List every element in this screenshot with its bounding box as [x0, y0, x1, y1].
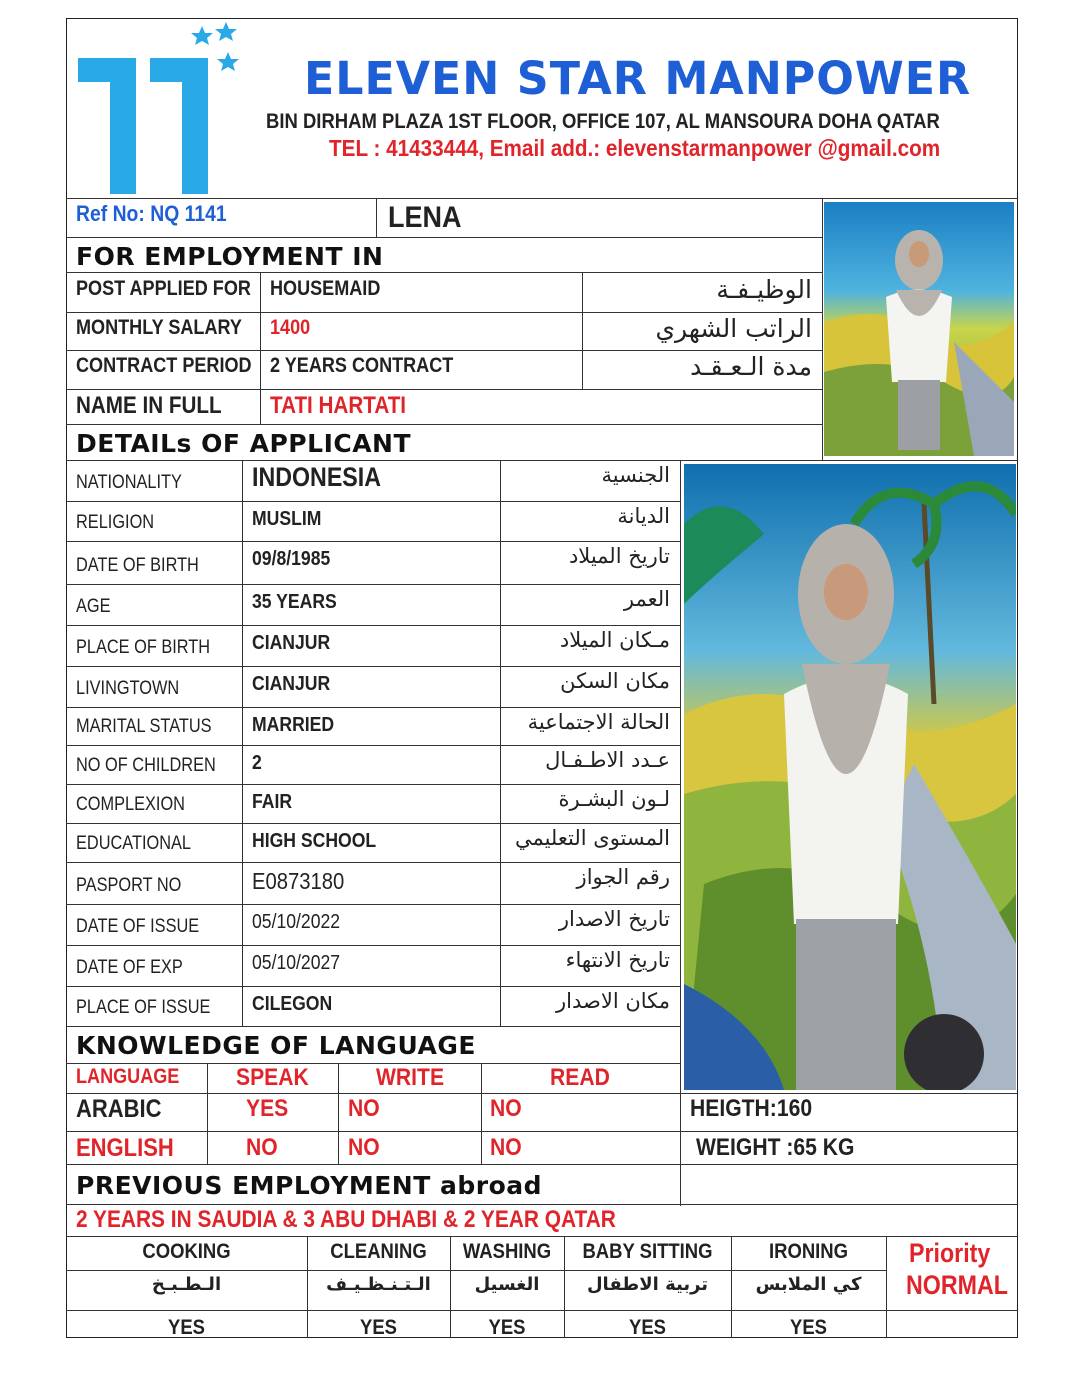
detail-value: 35 YEARS	[252, 591, 337, 613]
full-name-label: NAME IN FULL	[76, 392, 222, 419]
company-name: ELEVEN STAR MANPOWER	[304, 52, 972, 105]
skill-name: CLEANING	[330, 1240, 427, 1263]
applicant-photo-small	[824, 202, 1014, 456]
detail-value: 05/10/2022	[252, 911, 341, 933]
employment-label: POST APPLIED FOR	[76, 277, 251, 300]
language-name-english: ENGLISH	[76, 1134, 174, 1162]
skill-arabic: الـطـبـخ	[151, 1274, 222, 1295]
arabic-read: NO	[490, 1095, 522, 1122]
employment-label: CONTRACT PERIOD	[76, 354, 252, 377]
skill-value: YES	[168, 1316, 205, 1339]
speak-col-header: SPEAK	[236, 1064, 309, 1091]
employment-value: 1400	[270, 316, 311, 339]
skill-value: YES	[488, 1316, 526, 1339]
previous-employment-text: 2 YEARS IN SAUDIA & 3 ABU DHABI & 2 YEAR QATAR	[76, 1206, 616, 1233]
skill-value: YES	[790, 1316, 827, 1339]
skill-name: WASHING	[462, 1240, 552, 1263]
skill-name: BABY SITTING	[582, 1240, 713, 1263]
skill-name: IRONING	[768, 1240, 849, 1263]
skill-arabic: الـتـنـظـيـف	[326, 1274, 431, 1295]
detail-arabic: الجنسية	[601, 463, 670, 487]
detail-arabic: لـون البشـرة	[558, 787, 670, 811]
arabic-write: NO	[348, 1095, 380, 1122]
details-heading: DETAILs OF APPLICANT	[76, 429, 412, 458]
detail-label: DATE OF EXP	[76, 957, 183, 978]
detail-value: MUSLIM	[252, 508, 322, 530]
detail-value: CIANJUR	[252, 632, 331, 654]
detail-value: 09/8/1985	[252, 548, 331, 570]
detail-arabic: تاريخ الانتهاء	[565, 948, 670, 972]
detail-value: FAIR	[252, 791, 293, 813]
detail-label: RELIGION	[76, 512, 155, 533]
detail-value: HIGH SCHOOL	[252, 830, 377, 852]
employment-value: HOUSEMAID	[270, 277, 381, 300]
previous-employment-heading: PREVIOUS EMPLOYMENT abroad	[76, 1171, 543, 1200]
company-logo	[74, 20, 244, 196]
detail-arabic: العمر	[623, 587, 670, 611]
detail-arabic: المستوى التعليمي	[514, 826, 670, 850]
detail-value: INDONESIA	[252, 462, 382, 492]
detail-label: COMPLEXION	[76, 794, 185, 815]
eleven-star-logo-icon	[74, 20, 244, 196]
detail-label: PASPORT NO	[76, 875, 182, 896]
language-heading: KNOWLEDGE OF LANGUAGE	[76, 1031, 476, 1060]
employment-heading: FOR EMPLOYMENT IN	[76, 242, 384, 271]
detail-value: 2	[252, 752, 262, 774]
detail-label: AGE	[76, 596, 111, 617]
ref-number: Ref No: NQ 1141	[76, 201, 227, 226]
detail-label: PLACE OF BIRTH	[76, 637, 211, 658]
detail-label: NATIONALITY	[76, 472, 182, 493]
priority-value: NORMAL	[906, 1270, 1008, 1300]
detail-arabic: تاريخ الميلاد	[568, 544, 670, 568]
language-name-arabic: ARABIC	[76, 1095, 162, 1123]
skill-value: YES	[629, 1316, 666, 1339]
detail-label: MARITAL STATUS	[76, 716, 212, 737]
english-speak: NO	[246, 1134, 278, 1161]
skill-name: COOKING	[142, 1240, 231, 1263]
detail-value: 05/10/2027	[252, 952, 341, 974]
detail-label: NO OF CHILDREN	[76, 755, 216, 776]
weight-value: WEIGHT :65 KG	[696, 1134, 855, 1161]
language-col-header: LANGUAGE	[76, 1065, 180, 1088]
full-name-value: TATI HARTATI	[270, 392, 407, 419]
skill-arabic: كي الملابس	[755, 1274, 862, 1295]
detail-arabic: مكان الاصدار	[556, 989, 670, 1013]
detail-arabic: عـدد الاطـفـال	[545, 748, 670, 772]
height-value: HEIGTH:160	[690, 1095, 813, 1122]
employment-label: MONTHLY SALARY	[76, 316, 242, 339]
english-write: NO	[348, 1134, 380, 1161]
english-read: NO	[490, 1134, 522, 1161]
employment-arabic: الوظيـفـة	[716, 275, 812, 304]
company-contact: TEL : 41433444, Email add.: elevenstarmanpower @gmail.com	[329, 135, 941, 161]
detail-value: CILEGON	[252, 993, 333, 1015]
detail-label: PLACE OF ISSUE	[76, 997, 211, 1018]
detail-arabic: الحالة الاجتماعية	[527, 710, 670, 734]
detail-label: DATE OF ISSUE	[76, 916, 200, 937]
employment-arabic: الراتب الشهري	[655, 314, 812, 343]
skill-arabic: تربية الاطفال	[586, 1274, 709, 1295]
arabic-speak: YES	[246, 1095, 289, 1122]
employment-arabic: مدة الـعـقـد	[690, 352, 812, 381]
skill-arabic: الغسيل	[474, 1274, 540, 1295]
employment-value: 2 YEARS CONTRACT	[270, 354, 454, 377]
detail-arabic: الديانة	[617, 504, 670, 528]
skill-value: YES	[360, 1316, 397, 1339]
write-col-header: WRITE	[376, 1064, 445, 1091]
detail-arabic: رقم الجواز	[576, 865, 670, 889]
detail-value: MARRIED	[252, 714, 335, 736]
priority-label: Priority	[909, 1238, 991, 1268]
read-col-header: READ	[550, 1064, 610, 1091]
detail-label: DATE OF BIRTH	[76, 555, 199, 576]
applicant-nickname: LENA	[388, 201, 462, 234]
detail-arabic: مكان السكن	[560, 669, 670, 693]
detail-arabic: مـكان الميلاد	[559, 628, 670, 652]
detail-arabic: تاريخ الاصدار	[558, 907, 670, 931]
detail-value: CIANJUR	[252, 673, 331, 695]
company-address: BIN DIRHAM PLAZA 1ST FLOOR, OFFICE 107, AL MANSOURA DOHA QATAR	[266, 110, 940, 133]
detail-label: LIVINGTOWN	[76, 678, 180, 699]
detail-value: E0873180	[252, 868, 345, 894]
detail-label: EDUCATIONAL	[76, 833, 192, 854]
applicant-photo-large	[684, 464, 1016, 1090]
